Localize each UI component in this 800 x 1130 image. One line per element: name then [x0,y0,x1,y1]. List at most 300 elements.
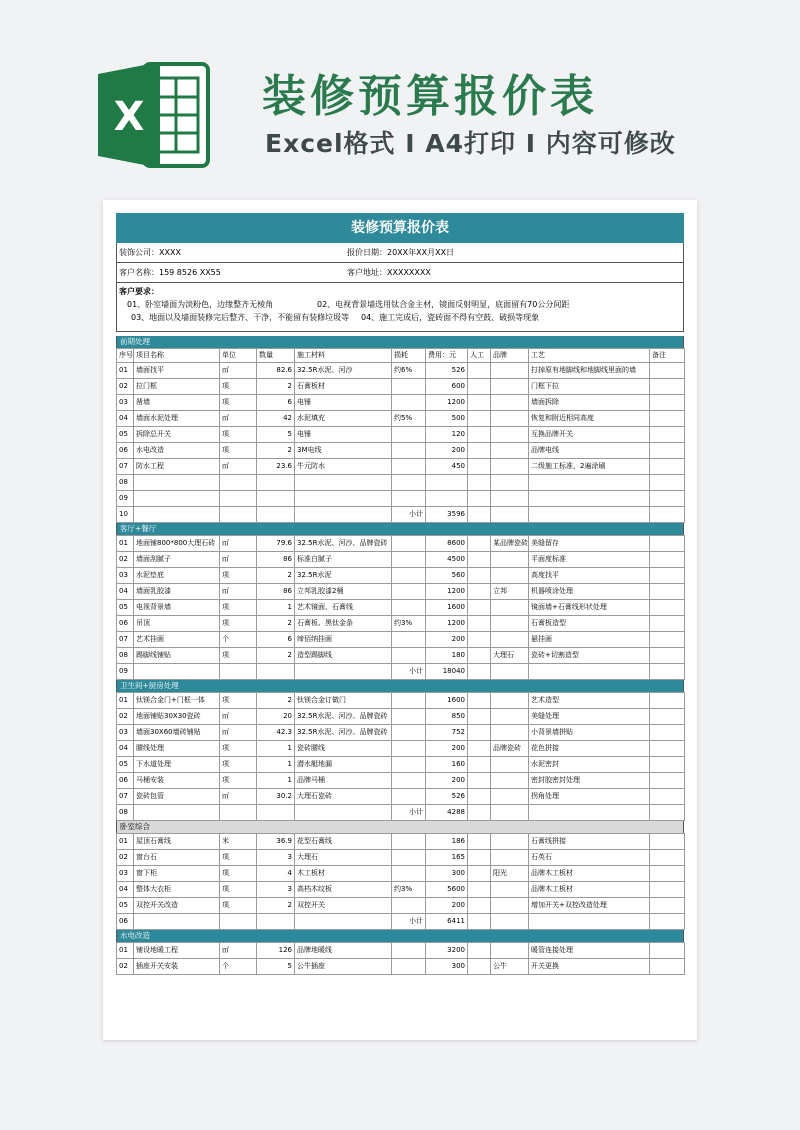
table-cell[interactable] [468,789,491,805]
table-cell[interactable]: 05 [117,898,134,914]
address-cell[interactable]: 客户地址：XXXXXXXX [347,268,431,277]
table-cell[interactable]: 32.5R水泥、河沙、品牌瓷砖 [295,709,392,725]
table-cell[interactable] [491,507,529,523]
table-cell[interactable]: 凿墙 [134,395,220,411]
table-cell[interactable]: 10 [117,507,134,523]
table-cell[interactable] [650,709,685,725]
table-cell[interactable] [468,693,491,709]
table-cell[interactable]: 某品牌瓷砖 [491,536,529,552]
table-cell[interactable]: 4500 [426,552,468,568]
table-cell[interactable]: 墙面水泥处理 [134,411,220,427]
table-cell[interactable] [468,898,491,914]
table-cell[interactable]: 200 [426,773,468,789]
table-cell[interactable] [491,664,529,680]
table-cell[interactable] [468,959,491,975]
table-cell[interactable] [650,552,685,568]
table-cell[interactable]: 3M电线 [295,443,392,459]
table-cell[interactable] [295,475,392,491]
table-cell[interactable] [650,616,685,632]
table-cell[interactable] [650,725,685,741]
table-cell[interactable] [468,773,491,789]
table-cell[interactable] [220,507,257,523]
table-cell[interactable]: 200 [426,741,468,757]
table-cell[interactable] [134,507,220,523]
table-cell[interactable]: 02 [117,959,134,975]
table-cell[interactable]: 03 [117,725,134,741]
table-cell[interactable]: 钛镁合金订做门 [295,693,392,709]
table-cell[interactable]: 08 [117,475,134,491]
table-cell[interactable] [650,773,685,789]
table-cell[interactable]: 02 [117,850,134,866]
table-cell[interactable] [134,491,220,507]
table-cell[interactable] [392,427,426,443]
table-cell[interactable] [295,914,392,930]
table-cell[interactable]: 增加开关+双控改造处理 [529,898,650,914]
table-cell[interactable]: 墙面30X60墙砖铺贴 [134,725,220,741]
table-cell[interactable]: 阳光 [491,866,529,882]
table-cell[interactable]: 01 [117,693,134,709]
table-cell[interactable]: 04 [117,584,134,600]
table-cell[interactable]: 高档木纹板 [295,882,392,898]
table-cell[interactable]: 项 [220,850,257,866]
table-cell[interactable] [392,395,426,411]
table-cell[interactable] [491,552,529,568]
table-cell[interactable]: 钛镁合金门+门框一体 [134,693,220,709]
table-cell[interactable]: 牛元防水 [295,459,392,475]
table-cell[interactable]: 32.5R水泥、河沙 [295,363,392,379]
table-cell[interactable]: 项 [220,882,257,898]
table-cell[interactable]: 30.2 [257,789,295,805]
table-cell[interactable]: 项 [220,648,257,664]
table-cell[interactable]: 品牌马桶 [295,773,392,789]
table-cell[interactable]: 82.6 [257,363,295,379]
table-cell[interactable]: 瓷砖+切割造型 [529,648,650,664]
table-cell[interactable]: 打掉原有地脚线和地脚线里面的墙 [529,363,650,379]
table-cell[interactable]: 电视背景墙 [134,600,220,616]
table-cell[interactable] [529,805,650,821]
table-cell[interactable]: 850 [426,709,468,725]
table-cell[interactable]: 大理石瓷砖 [295,789,392,805]
table-cell[interactable] [650,379,685,395]
table-cell[interactable]: 600 [426,379,468,395]
table-cell[interactable]: 05 [117,427,134,443]
table-cell[interactable] [491,709,529,725]
table-cell[interactable] [468,632,491,648]
table-cell[interactable] [650,427,685,443]
table-cell[interactable] [392,741,426,757]
table-cell[interactable]: 01 [117,536,134,552]
table-cell[interactable]: 01 [117,943,134,959]
table-cell[interactable] [468,882,491,898]
table-cell[interactable]: 水泥垫底 [134,568,220,584]
column-header[interactable]: 损耗 [392,349,426,363]
table-cell[interactable]: 2 [257,616,295,632]
table-cell[interactable]: 地面铺贴30X30瓷砖 [134,709,220,725]
table-cell[interactable]: 项 [220,866,257,882]
table-cell[interactable]: 200 [426,632,468,648]
table-cell[interactable]: 机器喷涂处理 [529,584,650,600]
table-cell[interactable] [220,664,257,680]
table-cell[interactable] [392,789,426,805]
table-cell[interactable]: ㎡ [220,552,257,568]
table-cell[interactable]: 186 [426,834,468,850]
client-cell[interactable]: 客户名称：159 8526 XX55 [119,268,221,277]
table-cell[interactable] [491,616,529,632]
table-cell[interactable]: 02 [117,709,134,725]
table-cell[interactable]: 整体大衣柜 [134,882,220,898]
table-cell[interactable]: 石膏板造型 [529,616,650,632]
table-cell[interactable]: 3 [257,882,295,898]
table-cell[interactable] [468,725,491,741]
table-cell[interactable]: 02 [117,379,134,395]
table-cell[interactable]: 01 [117,363,134,379]
table-cell[interactable] [220,914,257,930]
table-cell[interactable]: 5 [257,427,295,443]
table-cell[interactable]: ㎡ [220,709,257,725]
table-cell[interactable]: 79.6 [257,536,295,552]
table-cell[interactable]: 品牌电线 [529,443,650,459]
table-cell[interactable]: 04 [117,741,134,757]
table-cell[interactable]: 07 [117,459,134,475]
table-cell[interactable]: ㎡ [220,584,257,600]
table-cell[interactable]: 品牌木工板材 [529,882,650,898]
table-cell[interactable]: 拆除总开关 [134,427,220,443]
table-cell[interactable] [491,600,529,616]
table-cell[interactable]: 04 [117,882,134,898]
table-cell[interactable]: 小计 [392,664,426,680]
table-cell[interactable] [650,491,685,507]
table-cell[interactable] [468,600,491,616]
table-cell[interactable] [491,411,529,427]
table-cell[interactable]: 造型踢脚线 [295,648,392,664]
table-cell[interactable]: 01 [117,834,134,850]
table-cell[interactable] [392,536,426,552]
column-header[interactable]: 费用：元 [426,349,468,363]
table-cell[interactable]: ㎡ [220,943,257,959]
table-cell[interactable]: 1600 [426,600,468,616]
table-cell[interactable] [529,507,650,523]
table-cell[interactable]: 3 [257,850,295,866]
table-cell[interactable]: 墙面乳胶漆 [134,584,220,600]
table-cell[interactable]: 密封胶密封处理 [529,773,650,789]
table-cell[interactable] [650,914,685,930]
company-cell[interactable]: 装饰公司：XXXX [119,248,181,257]
table-cell[interactable] [650,568,685,584]
table-cell[interactable]: 开关更换 [529,959,650,975]
table-cell[interactable] [468,443,491,459]
table-cell[interactable]: 36.9 [257,834,295,850]
table-cell[interactable]: 公牛 [491,959,529,975]
table-cell[interactable]: 项 [220,898,257,914]
table-cell[interactable] [392,850,426,866]
table-cell[interactable] [392,600,426,616]
table-cell[interactable] [392,898,426,914]
table-cell[interactable]: 拐角处理 [529,789,650,805]
table-cell[interactable]: 水泥密封 [529,757,650,773]
table-cell[interactable] [392,568,426,584]
table-cell[interactable]: 42.3 [257,725,295,741]
table-cell[interactable] [650,648,685,664]
table-cell[interactable] [468,834,491,850]
table-cell[interactable]: 项 [220,693,257,709]
table-cell[interactable] [468,411,491,427]
table-cell[interactable] [491,898,529,914]
table-cell[interactable] [392,725,426,741]
table-cell[interactable] [491,834,529,850]
table-cell[interactable]: 2 [257,693,295,709]
table-cell[interactable]: 08 [117,648,134,664]
table-cell[interactable]: 32.5R水泥、河沙、品牌瓷砖 [295,536,392,552]
table-cell[interactable]: 05 [117,757,134,773]
table-cell[interactable] [392,773,426,789]
table-cell[interactable]: 个 [220,959,257,975]
table-cell[interactable]: 花型石膏线 [295,834,392,850]
table-cell[interactable]: 02 [117,552,134,568]
table-cell[interactable] [426,491,468,507]
column-header[interactable]: 项目名称 [134,349,220,363]
table-cell[interactable]: 水电改造 [134,443,220,459]
table-cell[interactable]: 品牌地暖线 [295,943,392,959]
table-cell[interactable] [392,632,426,648]
table-cell[interactable] [392,475,426,491]
table-cell[interactable]: 450 [426,459,468,475]
table-cell[interactable]: 03 [117,866,134,882]
table-cell[interactable] [650,395,685,411]
table-cell[interactable]: 6 [257,632,295,648]
table-cell[interactable]: ㎡ [220,363,257,379]
table-cell[interactable] [392,648,426,664]
table-cell[interactable] [468,664,491,680]
table-cell[interactable] [468,568,491,584]
date-cell[interactable]: 报价日期：20XX年XX月XX日 [347,248,455,257]
table-cell[interactable]: 300 [426,959,468,975]
column-header[interactable]: 数量 [257,349,295,363]
table-cell[interactable] [650,411,685,427]
table-cell[interactable] [650,664,685,680]
column-header[interactable]: 备注 [650,349,685,363]
table-cell[interactable]: 2 [257,648,295,664]
table-cell[interactable] [392,959,426,975]
table-cell[interactable]: 石膏线拼接 [529,834,650,850]
table-cell[interactable] [650,459,685,475]
table-cell[interactable] [491,882,529,898]
table-cell[interactable]: 约6% [392,363,426,379]
table-cell[interactable] [650,600,685,616]
table-cell[interactable]: 地面铺800*800大理石砖 [134,536,220,552]
table-cell[interactable] [220,805,257,821]
table-cell[interactable] [650,898,685,914]
table-cell[interactable]: 07 [117,632,134,648]
table-cell[interactable]: 瓷砖腰线 [295,741,392,757]
table-cell[interactable]: 06 [117,616,134,632]
table-cell[interactable] [491,363,529,379]
table-cell[interactable]: 约3% [392,616,426,632]
table-cell[interactable] [426,475,468,491]
table-cell[interactable] [491,789,529,805]
table-cell[interactable] [468,805,491,821]
table-cell[interactable]: 08 [117,805,134,821]
table-cell[interactable]: 项 [220,741,257,757]
table-cell[interactable] [392,693,426,709]
table-cell[interactable]: 1 [257,757,295,773]
table-cell[interactable] [392,757,426,773]
table-cell[interactable] [134,914,220,930]
table-cell[interactable] [491,632,529,648]
table-cell[interactable]: 铺设地暖工程 [134,943,220,959]
table-cell[interactable] [468,914,491,930]
table-cell[interactable]: 下水道处理 [134,757,220,773]
table-cell[interactable] [650,507,685,523]
table-cell[interactable]: 项 [220,427,257,443]
table-cell[interactable] [468,475,491,491]
table-cell[interactable]: 09 [117,664,134,680]
table-cell[interactable]: 1 [257,773,295,789]
table-cell[interactable] [491,427,529,443]
table-cell[interactable]: 品牌木工板材 [529,866,650,882]
table-cell[interactable] [257,491,295,507]
table-cell[interactable]: 500 [426,411,468,427]
table-cell[interactable]: 窗台石 [134,850,220,866]
table-cell[interactable] [650,959,685,975]
table-cell[interactable] [650,741,685,757]
table-cell[interactable]: 项 [220,568,257,584]
table-cell[interactable]: 约5% [392,411,426,427]
table-cell[interactable] [650,834,685,850]
table-cell[interactable]: 水泥填充 [295,411,392,427]
table-cell[interactable] [650,882,685,898]
table-cell[interactable]: 项 [220,616,257,632]
table-cell[interactable]: 立邦乳胶漆2桶 [295,584,392,600]
table-cell[interactable] [134,664,220,680]
table-cell[interactable] [468,379,491,395]
table-cell[interactable]: 花色拼接 [529,741,650,757]
table-cell[interactable] [392,584,426,600]
table-cell[interactable]: 小计 [392,805,426,821]
table-cell[interactable]: 165 [426,850,468,866]
table-cell[interactable] [468,943,491,959]
table-cell[interactable] [491,379,529,395]
table-cell[interactable] [491,395,529,411]
table-cell[interactable] [650,789,685,805]
table-cell[interactable] [529,491,650,507]
table-cell[interactable]: 2 [257,379,295,395]
table-cell[interactable]: 4288 [426,805,468,821]
table-cell[interactable] [491,459,529,475]
table-cell[interactable] [257,914,295,930]
table-cell[interactable]: 双控开关改造 [134,898,220,914]
table-cell[interactable]: 18040 [426,664,468,680]
table-cell[interactable]: 门框下拉 [529,379,650,395]
table-cell[interactable]: ㎡ [220,536,257,552]
table-cell[interactable]: 二级施工标准，2遍涂刷 [529,459,650,475]
table-cell[interactable]: ㎡ [220,725,257,741]
table-cell[interactable] [491,491,529,507]
table-cell[interactable]: 缔佰纳挂画 [295,632,392,648]
table-cell[interactable]: 大理石 [491,648,529,664]
table-cell[interactable]: ㎡ [220,789,257,805]
table-cell[interactable]: 23.6 [257,459,295,475]
column-header[interactable]: 工艺 [529,349,650,363]
table-cell[interactable]: 03 [117,395,134,411]
table-cell[interactable] [134,475,220,491]
table-cell[interactable]: 墙面刮腻子 [134,552,220,568]
table-cell[interactable]: 插座开关安装 [134,959,220,975]
table-cell[interactable]: ㎡ [220,459,257,475]
table-cell[interactable] [529,664,650,680]
requirements-cell[interactable] [116,283,684,332]
table-cell[interactable]: 06 [117,914,134,930]
table-cell[interactable] [295,507,392,523]
table-cell[interactable]: 屋顶石膏线 [134,834,220,850]
table-cell[interactable]: 160 [426,757,468,773]
table-cell[interactable] [392,459,426,475]
table-cell[interactable]: 32.5R水泥 [295,568,392,584]
table-cell[interactable] [491,693,529,709]
table-cell[interactable]: 立邦 [491,584,529,600]
table-cell[interactable] [468,757,491,773]
table-cell[interactable]: 拉门框 [134,379,220,395]
table-cell[interactable]: 1600 [426,693,468,709]
table-cell[interactable] [392,552,426,568]
table-cell[interactable] [257,475,295,491]
table-cell[interactable]: 项 [220,395,257,411]
table-cell[interactable]: 艺术挂画 [134,632,220,648]
table-cell[interactable] [392,834,426,850]
table-cell[interactable]: 4 [257,866,295,882]
table-cell[interactable]: 腰线处理 [134,741,220,757]
table-cell[interactable]: 标准白腻子 [295,552,392,568]
table-cell[interactable] [468,427,491,443]
table-cell[interactable]: 1200 [426,616,468,632]
table-cell[interactable]: 米 [220,834,257,850]
table-cell[interactable]: 2 [257,898,295,914]
table-cell[interactable] [491,475,529,491]
table-cell[interactable]: 04 [117,411,134,427]
table-cell[interactable]: 美缝处理 [529,709,650,725]
table-cell[interactable] [134,805,220,821]
table-cell[interactable] [491,757,529,773]
table-cell[interactable]: 石膏板、黑钛金条 [295,616,392,632]
table-cell[interactable] [392,943,426,959]
table-cell[interactable]: 06 [117,443,134,459]
table-cell[interactable]: 小计 [392,507,426,523]
table-cell[interactable]: 电锤 [295,395,392,411]
table-cell[interactable]: 6 [257,395,295,411]
table-cell[interactable] [392,866,426,882]
table-cell[interactable] [220,491,257,507]
table-cell[interactable] [491,773,529,789]
table-cell[interactable]: 126 [257,943,295,959]
table-cell[interactable]: 180 [426,648,468,664]
table-cell[interactable] [468,584,491,600]
table-cell[interactable] [491,943,529,959]
table-cell[interactable]: 20 [257,709,295,725]
table-cell[interactable]: 1200 [426,395,468,411]
table-cell[interactable] [468,709,491,725]
table-cell[interactable] [468,616,491,632]
table-cell[interactable]: 1 [257,600,295,616]
table-cell[interactable]: 5 [257,959,295,975]
table-cell[interactable] [468,866,491,882]
table-cell[interactable] [295,805,392,821]
table-cell[interactable] [392,443,426,459]
table-cell[interactable]: 暖管连接处理 [529,943,650,959]
table-cell[interactable]: 03 [117,568,134,584]
table-cell[interactable] [468,491,491,507]
table-cell[interactable]: 双控开关 [295,898,392,914]
table-cell[interactable]: 大理石 [295,850,392,866]
table-cell[interactable]: 瓷砖包管 [134,789,220,805]
